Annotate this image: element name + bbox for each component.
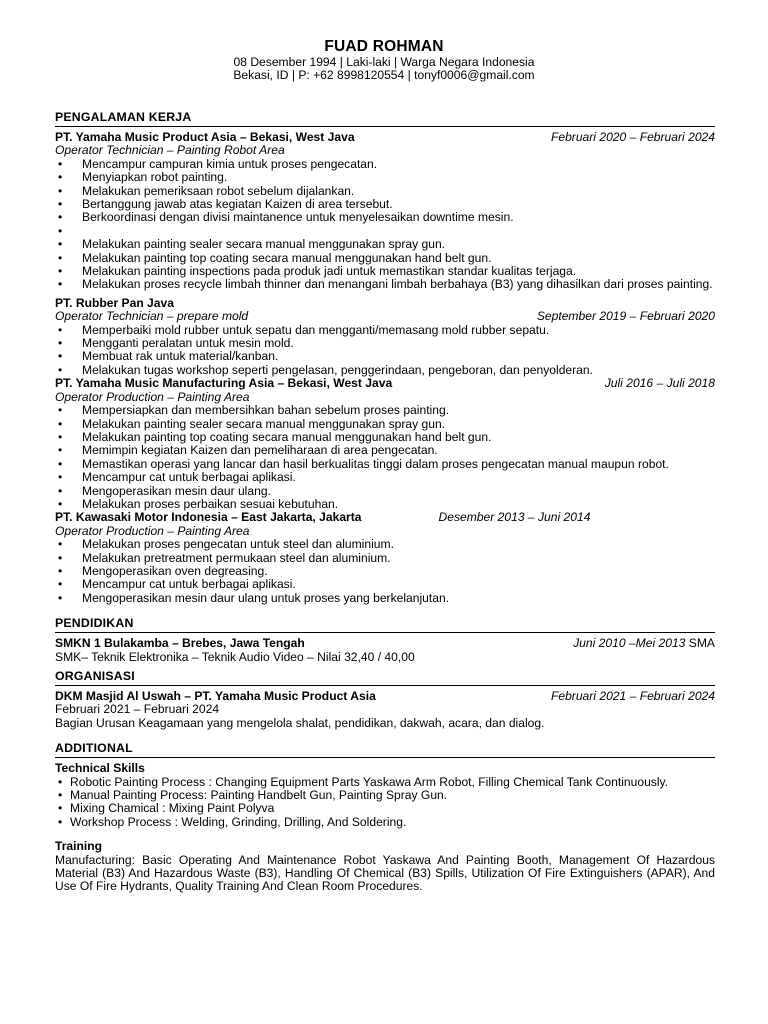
list-item: • Melakukan proses pengecatan untuk steel dan aluminium. <box>55 538 715 551</box>
section-divider <box>55 757 715 758</box>
job-role: Operator Production – Painting Area <box>55 389 250 404</box>
list-item: • Mengoperasikan oven degreasing. <box>55 565 715 578</box>
list-item: • Mengganti peralatan untuk mesin mold. <box>55 337 715 350</box>
organization-description: Bagian Urusan Keagamaan yang mengelola shalat, pendidikan, dakwah, acara, dan dialog. <box>55 715 545 730</box>
personal-info: 08 Desember 1994 | Laki-laki | Warga Negara Indonesia <box>233 55 535 69</box>
list-item: • Melakukan painting top coating secara manual menggunakan hand belt gun. <box>55 431 715 444</box>
list-item: • Membuat rak untuk material/kanban. <box>55 350 715 363</box>
organization-dates: Februari 2021 – Februari 2024 <box>550 689 715 704</box>
job-dates: September 2019 – Februari 2020 <box>536 309 715 324</box>
list-item: • Mencampur cat untuk berbagai aplikasi. <box>55 471 715 484</box>
experience-section <box>55 110 715 605</box>
school-name: SMKN 1 Bulakamba – Brebes, Jawa Tengah <box>55 636 305 651</box>
job-duties <box>55 324 715 378</box>
list-item: • Memperbaiki mold rubber untuk sepatu dan mengganti/memasang mold rubber sepatu. <box>55 324 715 337</box>
organization-period: Februari 2021 – Februari 2024 <box>55 702 220 717</box>
skills-list <box>55 776 715 830</box>
section-title: ORGANISASI <box>55 669 135 684</box>
education-dates: Juni 2010 –Mei 2013 <box>573 636 686 651</box>
list-item: • Mixing Chamical : Mixing Paint Polyva <box>55 802 715 815</box>
list-item: • Menyiapkan robot painting. <box>55 171 715 184</box>
additional-section <box>55 741 715 894</box>
list-item: • Mencampur campuran kimia untuk proses pengecatan. <box>55 158 715 171</box>
list-item: • Mencampur cat untuk berbagai aplikasi. <box>55 578 715 591</box>
job-duties <box>55 158 715 292</box>
list-item: • Melakukan pemeriksaan robot sebelum dijalankan. <box>55 185 715 198</box>
job-duties <box>55 404 715 511</box>
job-dates: Juli 2016 – Juli 2018 <box>604 376 715 391</box>
training-title: Training <box>55 839 103 854</box>
education-detail: SMK– Teknik Elektronika – Teknik Audio Video – Nilai 32,40 / 40,00 <box>55 649 415 664</box>
job-company: PT. Rubber Pan Java <box>55 295 174 310</box>
list-item: • Mengoperasikan mesin daur ulang untuk proses yang berkelanjutan. <box>55 592 715 605</box>
list-item: • Memastikan operasi yang lancar dan hasil berkualitas tinggi dalam proses pengecatan manual maupun robot. <box>55 458 715 471</box>
list-item: • Melakukan proses perbaikan sesuai kebutuhan. <box>55 498 715 511</box>
job-company: PT. Yamaha Music Manufacturing Asia – Bekasi, West Java <box>55 376 393 391</box>
list-item: • Melakukan pretreatment permukaan steel dan aluminium. <box>55 552 715 565</box>
education-section <box>55 616 715 664</box>
section-title: PENDIDIKAN <box>55 616 134 631</box>
section-divider <box>55 632 715 633</box>
list-item: • Melakukan painting sealer secara manual menggunakan spray gun. <box>55 418 715 431</box>
section-divider <box>55 685 715 686</box>
job-dates: Desember 2013 – Juni 2014 <box>438 510 591 525</box>
job-entry <box>55 297 715 377</box>
job-duties <box>55 538 715 605</box>
resume-body <box>55 110 715 894</box>
list-item: • Melakukan painting inspections pada produk jadi untuk memastikan standar kualitas terjaga. <box>55 265 715 278</box>
candidate-name: FUAD ROHMAN <box>324 38 444 55</box>
section-title: PENGALAMAN KERJA <box>55 110 192 124</box>
job-role: Operator Technician – Painting Robot Area <box>55 143 285 158</box>
list-item: • Berkoordinasi dengan divisi maintanence untuk menyelesaikan downtime mesin. <box>55 211 715 224</box>
list-item: • Workshop Process : Welding, Grinding, Drilling, And Soldering. <box>55 816 715 829</box>
job-role: Operator Technician – prepare mold <box>55 309 249 324</box>
list-item: • Melakukan painting sealer secara manual menggunakan spray gun. <box>55 238 715 251</box>
section-title: ADDITIONAL <box>55 741 133 756</box>
job-entry <box>55 377 715 511</box>
job-role: Operator Production – Painting Area <box>55 523 250 538</box>
list-item: • Mempersiapkan dan membersihkan bahan sebelum proses painting. <box>55 404 715 417</box>
skills-title: Technical Skills <box>55 761 145 776</box>
contact-info: Bekasi, ID | P: +62 8998120554 | tonyf0006@gmail.com <box>233 68 535 83</box>
list-item: • Robotic Painting Process : Changing Equipment Parts Yaskawa Arm Robot, Filling Chemical Tank Continuously. <box>55 776 715 789</box>
job-dates: Februari 2020 – Februari 2024 <box>550 130 715 144</box>
list-item: • Bertanggung jawab atas kegiatan Kaizen di area tersebut. <box>55 198 715 211</box>
list-item: • Manual Painting Process: Painting Handbelt Gun, Painting Spray Gun. <box>55 789 715 802</box>
job-entry <box>55 511 715 605</box>
job-company: PT. Yamaha Music Product Asia – Bekasi, West Java <box>55 130 355 144</box>
list-item <box>55 225 715 238</box>
training-text: Manufacturing: Basic Operating And Maintenance Robot Yaskawa And Painting Booth, Management Of Hazardous Material (B3) And Hazardous Waste (B3), Handling Of Chemical (B3) Spills, Utilization Of Fire Extinguishers (APAR), And Use Of Fire Hydrants, Quality Training And Clean Room Procedures. <box>55 852 715 894</box>
list-item: • Memimpin kegiatan Kaizen dan pemeliharaan di area pengecatan. <box>55 444 715 457</box>
list-item: • Mengoperasikan mesin daur ulang. <box>55 485 715 498</box>
job-company: PT. Kawasaki Motor Indonesia – East Jakarta, Jakarta <box>55 510 362 525</box>
organization-section <box>55 669 715 730</box>
section-divider <box>55 126 715 127</box>
resume-header <box>0 37 768 83</box>
list-item: • Melakukan tugas workshop seperti pengelasan, penggerindaan, pengeboran, dan penyolderan. <box>55 364 715 377</box>
education-level: SMA <box>685 636 715 651</box>
organization-name: DKM Masjid Al Uswah – PT. Yamaha Music Product Asia <box>55 689 376 704</box>
list-item: • Melakukan proses recycle limbah thinner dan menangani limbah berbahaya (B3) yang dihasilkan dari proses painting. <box>55 278 715 291</box>
job-entry <box>55 131 715 292</box>
list-item: • Melakukan painting top coating secara manual menggunakan hand belt gun. <box>55 252 715 265</box>
